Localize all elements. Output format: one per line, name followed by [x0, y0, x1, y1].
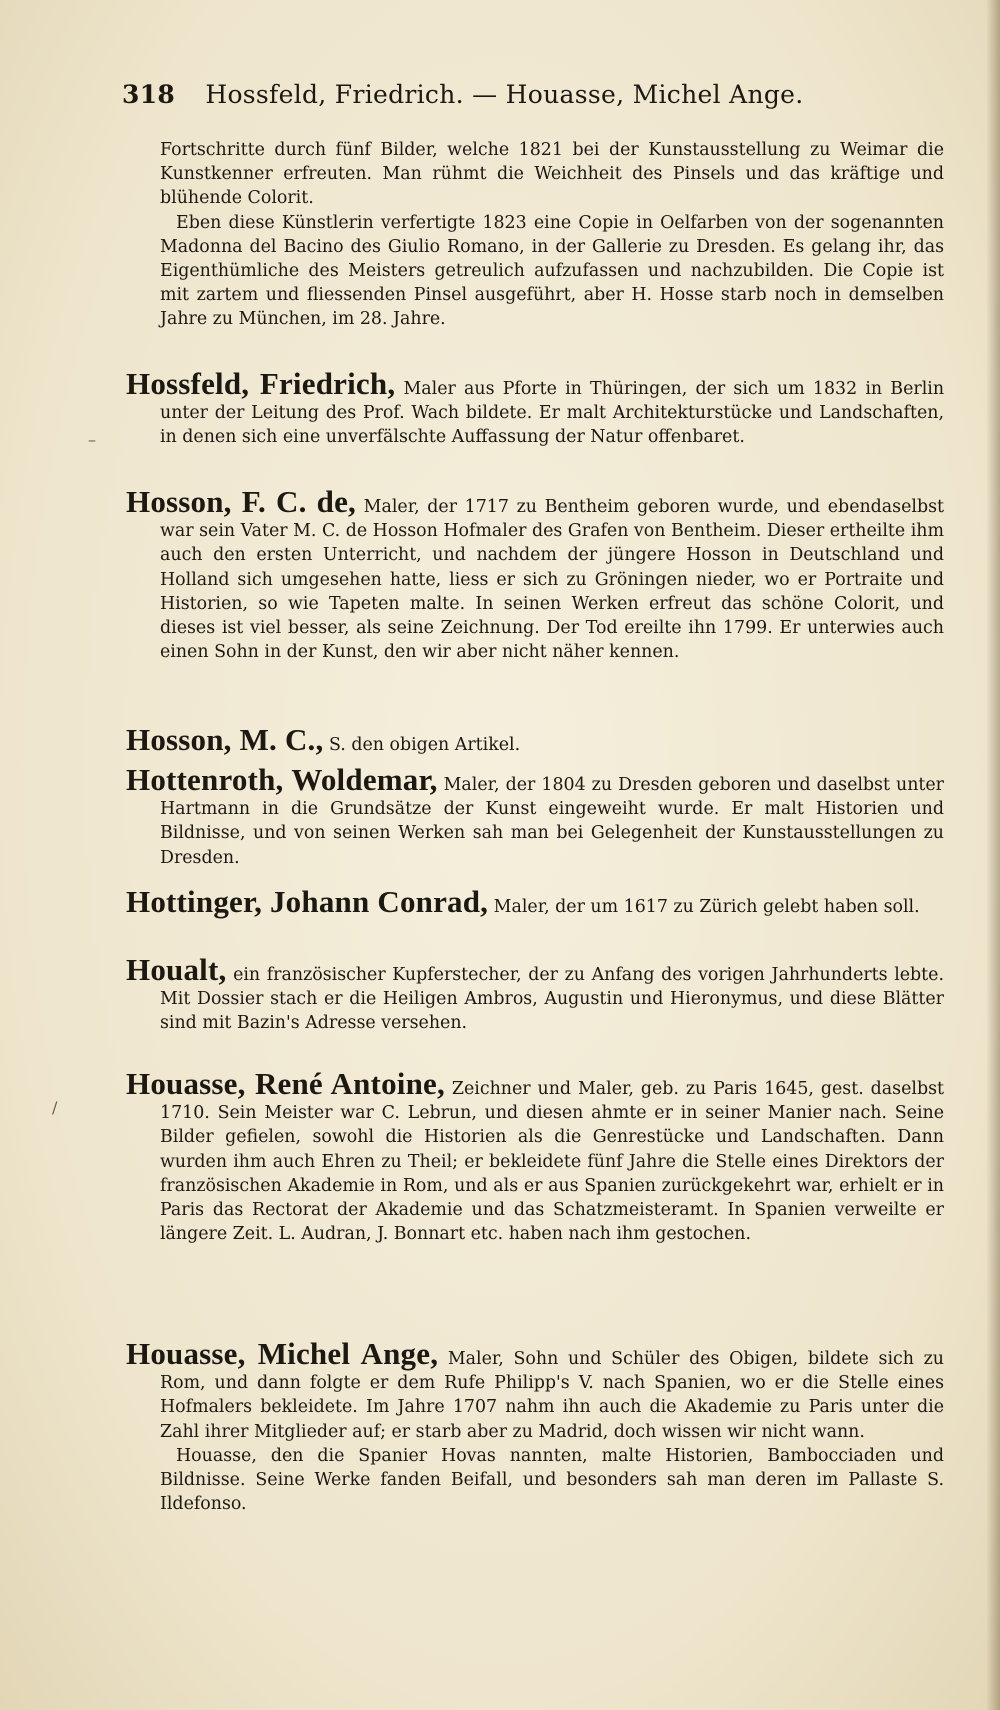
entry-name: Houasse, Michel Ange,	[126, 1336, 439, 1371]
margin-mark: –	[88, 430, 96, 449]
page-number: 318	[122, 80, 176, 109]
entry-text: Zeichner und Maler, geb. zu Paris 1645, gest. daselbst 1710. Sein Meister war C. Lebrun, und diesen ahmte er in seiner Manier nach. Seine Bilder gefielen, sowohl die Historien als die Genrestücke und Landschaften. Dann wurden ihm auch Ehren zu Theil; er bekleidete fünf Jahre die Stelle eines Direktors der französischen Akademie in Rom, und als er aus Spanien zurückgekehrt war, erhielt er in Paris das Rectorat der Akademie und das Schatzmeisteramt. In Spanien verweilte er längere Zeit. L. Audran, J. Bonnart etc. haben nach ihm gestochen.	[160, 1079, 944, 1245]
entry-text: Maler, der um 1617 zu Zürich gelebt haben soll.	[493, 897, 920, 917]
entry-text-continued: Houasse, den die Spanier Hovas nannten, malte Historien, Bambocciaden und Bildnisse. Seine Werke fanden Beifall, und besonders sah man deren im Pallaste S. Ildefonso.	[160, 1445, 944, 1515]
entry-hossfeld	[126, 366, 945, 450]
margin-mark: /	[52, 1098, 58, 1117]
entry-hottenroth	[126, 762, 944, 870]
entry-text: Maler, der 1717 zu Bentheim geboren wurde, und ebendaselbst war sein Vater M. C. de Hosson Hofmaler des Grafen von Bentheim. Dieser ertheilte ihm auch den ersten Unterricht, und nachdem der jüngere Hosson in Deutschland und Holland sich umgesehen hatte, liess er sich zu Gröningen nieder, wo er Portraite und Historien, so wie Tapeten malte. In seinen Werken erfreut das schöne Colorit, und dieses ist viel besser, als seine Zeichnung. Der Tod ereilte ihn 1799. Er unterwies auch einen Sohn in der Kunst, den wir aber nicht näher kennen.	[160, 497, 945, 663]
entry-name: Hossfeld, Friedrich,	[126, 366, 396, 401]
entry-hosson-fc	[126, 484, 945, 664]
entry-text: Maler, der 1804 zu Dresden geboren und daselbst unter Hartmann in die Grundsätze der Kunst eingeweiht wurde. Er malt Historien und Bildnisse, und von seinen Werken sah man bei Gelegenheit der Kunstausstellungen zu Dresden.	[160, 775, 944, 868]
entry-name: Houalt,	[126, 952, 227, 987]
entry-houasse-rene	[126, 1066, 944, 1246]
entry-name: Hosson, M. C.,	[126, 722, 324, 757]
entry-houalt	[126, 952, 944, 1036]
entry-text: Maler, Sohn und Schüler des Obigen, bildete sich zu Rom, und dann folgte er dem Rufe Philipp's V. nach Spanien, wo er die Stelle eines Hofmalers bekleidete. Im Jahre 1707 nahm ihn auch die Akademie zu Paris unter die Zahl ihrer Mitglieder auf; er starb aber zu Madrid, doch wissen wir nicht wann.	[160, 1349, 944, 1442]
entry-text: Maler aus Pforte in Thüringen, der sich um 1832 in Berlin unter der Leitung des Prof. Wach bildete. Er malt Architekturstücke und Landschaften, in denen sich eine unverfälschte Auffassung der Natur offenbaret.	[160, 379, 945, 448]
entry-hottinger	[126, 884, 944, 919]
running-header	[122, 80, 882, 109]
entry-text: ein französischer Kupferstecher, der zu Anfang des vorigen Jahrhunderts lebte. Mit Dossier stach er die Heiligen Ambros, Augustin und Hieronymus, und diese Blätter sind mit Bazin's Adresse versehen.	[160, 965, 944, 1034]
entry-text: S. den obigen Artikel.	[328, 735, 521, 755]
continuation-paragraph-1: Fortschritte durch fünf Bilder, welche 1821 bei der Kunstausstellung zu Weimar die Kunstkenner erfreuten. Man rühmt die Weichheit des Pinsels und das kräftige und blühende Colorit.	[160, 140, 944, 209]
entry-name: Hottenroth, Woldemar,	[126, 762, 438, 797]
continuation-text	[160, 138, 944, 332]
entry-name: Houasse, René Antoine,	[126, 1066, 445, 1101]
page-edge-shadow	[986, 0, 1000, 1710]
entry-houasse-michel	[126, 1336, 944, 1516]
running-title: Hossfeld, Friedrich. — Houasse, Michel Ange.	[205, 80, 804, 109]
entry-name: Hottinger, Johann Conrad,	[126, 884, 489, 919]
continuation-paragraph-2: Eben diese Künstlerin verfertigte 1823 eine Copie in Oelfarben von der sogenannten Madonna del Bacino des Giulio Romano, in der Gallerie zu Dresden. Es gelang ihr, das Eigenthümliche des Meisters getreulich aufzufassen und nachzubilden. Die Copie ist mit zartem und fliessenden Pinsel ausgeführt, aber H. Hosse starb noch in demselben Jahre zu München, im 28. Jahre.	[160, 212, 944, 330]
entry-hosson-mc	[126, 722, 944, 757]
entry-name: Hosson, F. C. de,	[126, 484, 356, 519]
